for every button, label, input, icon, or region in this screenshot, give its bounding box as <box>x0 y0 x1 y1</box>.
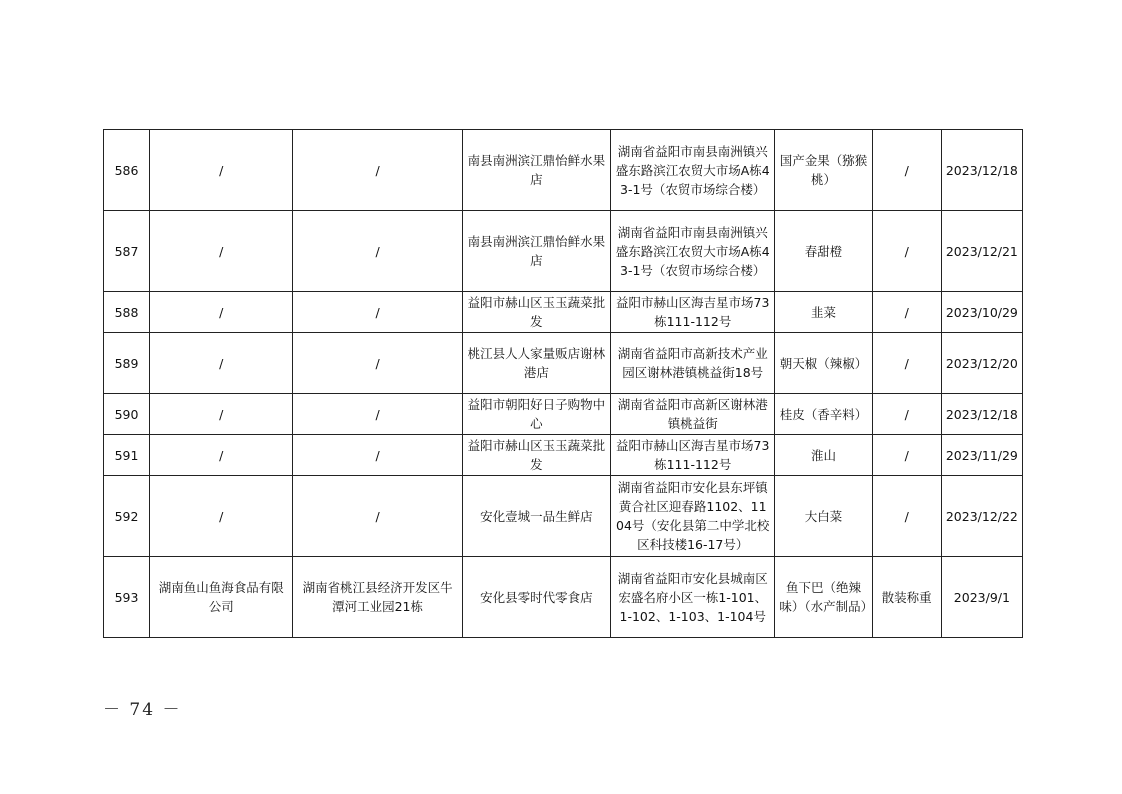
producer-name: / <box>150 476 293 557</box>
production-date: 2023/12/18 <box>941 394 1022 435</box>
row-number: 587 <box>104 211 150 292</box>
production-date: 2023/12/20 <box>941 333 1022 394</box>
row-number: 586 <box>104 130 150 211</box>
row-number: 588 <box>104 292 150 333</box>
producer-address: / <box>293 435 462 476</box>
product-name: 淮山 <box>775 435 872 476</box>
product-spec: / <box>872 211 941 292</box>
row-number: 592 <box>104 476 150 557</box>
production-date: 2023/9/1 <box>941 557 1022 638</box>
product-name: 春甜橙 <box>775 211 872 292</box>
store-address: 湖南省益阳市南县南洲镇兴盛东路滨江农贸大市场A栋43-1号（农贸市场综合楼） <box>611 130 775 211</box>
store-address: 湖南省益阳市安化县东坪镇黄合社区迎春路1102、1104号（安化县第二中学北校区科技楼16-17号） <box>611 476 775 557</box>
table-row <box>104 211 1023 292</box>
production-date: 2023/11/29 <box>941 435 1022 476</box>
product-name: 桂皮（香辛料） <box>775 394 872 435</box>
product-spec: / <box>872 394 941 435</box>
page-number: － 74 － <box>103 700 182 720</box>
product-spec: / <box>872 130 941 211</box>
row-number: 591 <box>104 435 150 476</box>
store-address: 湖南省益阳市南县南洲镇兴盛东路滨江农贸大市场A栋43-1号（农贸市场综合楼） <box>611 211 775 292</box>
producer-name: / <box>150 211 293 292</box>
producer-name: / <box>150 435 293 476</box>
store-name: 南县南洲滨江鼎怡鲜水果店 <box>462 211 610 292</box>
producer-address: / <box>293 211 462 292</box>
production-date: 2023/12/22 <box>941 476 1022 557</box>
product-name: 韭菜 <box>775 292 872 333</box>
producer-address: / <box>293 292 462 333</box>
producer-name: / <box>150 292 293 333</box>
producer-name: / <box>150 394 293 435</box>
product-spec: / <box>872 292 941 333</box>
store-address: 益阳市赫山区海吉星市场73栋111-112号 <box>611 292 775 333</box>
store-name: 安化县零时代零食店 <box>462 557 610 638</box>
producer-address: / <box>293 333 462 394</box>
table-row <box>104 333 1023 394</box>
store-address: 益阳市赫山区海吉星市场73栋111-112号 <box>611 435 775 476</box>
table-row <box>104 435 1023 476</box>
producer-address: 湖南省桃江县经济开发区牛潭河工业园21栋 <box>293 557 462 638</box>
product-spec: 散装称重 <box>872 557 941 638</box>
table-row <box>104 130 1023 211</box>
store-name: 安化壹城一品生鲜店 <box>462 476 610 557</box>
store-name: 桃江县人人家量贩店谢林港店 <box>462 333 610 394</box>
product-spec: / <box>872 476 941 557</box>
store-name: 益阳市朝阳好日子购物中心 <box>462 394 610 435</box>
product-spec: / <box>872 435 941 476</box>
store-address: 湖南省益阳市安化县城南区宏盛名府小区一栋1-101、1-102、1-103、1-104号 <box>611 557 775 638</box>
production-date: 2023/10/29 <box>941 292 1022 333</box>
production-date: 2023/12/21 <box>941 211 1022 292</box>
row-number: 590 <box>104 394 150 435</box>
table-row <box>104 292 1023 333</box>
data-table <box>103 129 1023 638</box>
producer-address: / <box>293 130 462 211</box>
producer-name: / <box>150 333 293 394</box>
production-date: 2023/12/18 <box>941 130 1022 211</box>
product-name: 鱼下巴（绝辣味）（水产制品） <box>775 557 872 638</box>
producer-address: / <box>293 394 462 435</box>
row-number: 593 <box>104 557 150 638</box>
table-row <box>104 557 1023 638</box>
producer-name: 湖南鱼山鱼海食品有限公司 <box>150 557 293 638</box>
table-row <box>104 394 1023 435</box>
store-name: 益阳市赫山区玉玉蔬菜批发 <box>462 292 610 333</box>
store-address: 湖南省益阳市高新区谢林港镇桃益街 <box>611 394 775 435</box>
product-spec: / <box>872 333 941 394</box>
row-number: 589 <box>104 333 150 394</box>
product-name: 大白菜 <box>775 476 872 557</box>
producer-address: / <box>293 476 462 557</box>
product-name: 朝天椒（辣椒） <box>775 333 872 394</box>
product-name: 国产金果（猕猴桃） <box>775 130 872 211</box>
producer-name: / <box>150 130 293 211</box>
store-name: 南县南洲滨江鼎怡鲜水果店 <box>462 130 610 211</box>
store-address: 湖南省益阳市高新技术产业园区谢林港镇桃益街18号 <box>611 333 775 394</box>
store-name: 益阳市赫山区玉玉蔬菜批发 <box>462 435 610 476</box>
table-row <box>104 476 1023 557</box>
